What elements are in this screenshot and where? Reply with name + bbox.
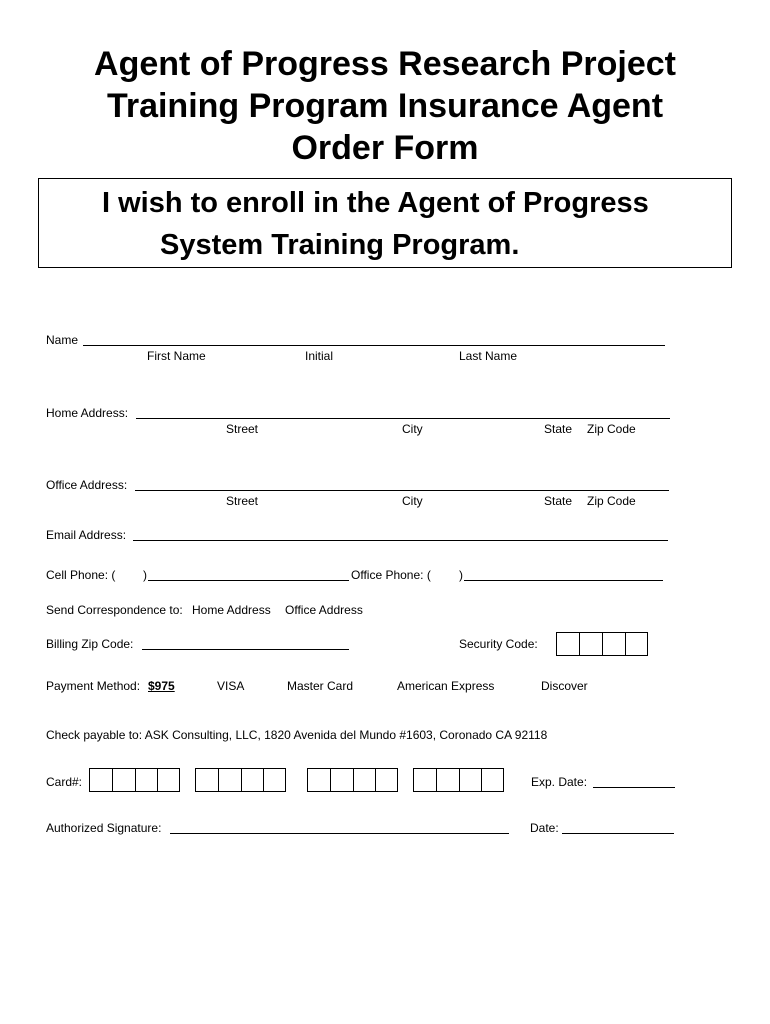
correspondence-office-option[interactable]: Office Address <box>285 603 363 617</box>
office-phone-input-line[interactable] <box>464 580 663 581</box>
title-line-3: Order Form <box>291 129 479 167</box>
card-digit-divider <box>436 769 437 791</box>
card-digit-divider <box>375 769 376 791</box>
card-digit-divider <box>263 769 264 791</box>
email-input-line[interactable] <box>133 540 668 541</box>
last-name-caption: Last Name <box>459 349 518 363</box>
card-digit-divider <box>157 769 158 791</box>
card-number-group-1[interactable] <box>89 768 180 792</box>
signature-input-line[interactable] <box>170 833 509 834</box>
signature-date-label: Date: <box>530 821 559 835</box>
security-code-boxes[interactable] <box>556 632 648 656</box>
office-city-caption: City <box>402 494 423 508</box>
check-payable-text: Check payable to: ASK Consulting, LLC, 1820 Avenida del Mundo #1603, Coronado CA 92118 <box>46 728 548 742</box>
card-number-group-3[interactable] <box>307 768 398 792</box>
office-address-label: Office Address: <box>46 478 128 492</box>
card-digit-divider <box>135 769 136 791</box>
first-name-caption: First Name <box>147 349 206 363</box>
email-label: Email Address: <box>46 528 127 542</box>
security-code-divider <box>579 633 580 655</box>
card-number-group-2[interactable] <box>195 768 286 792</box>
payment-option-amex[interactable]: American Express <box>397 679 495 693</box>
office-phone-label: Office Phone: ( <box>351 568 431 582</box>
security-code-divider <box>625 633 626 655</box>
office-zip-caption: Zip Code <box>587 494 636 508</box>
page-title <box>0 43 770 169</box>
card-digit-divider <box>481 769 482 791</box>
office-phone-close-paren: ) <box>459 568 463 582</box>
home-address-label: Home Address: <box>46 406 129 420</box>
exp-date-label: Exp. Date: <box>531 775 588 789</box>
card-digit-divider <box>112 769 113 791</box>
office-address-input-line[interactable] <box>135 490 669 491</box>
signature-date-input-line[interactable] <box>562 833 674 834</box>
title-line-1: Agent of Progress Research Project <box>94 45 676 83</box>
payment-amount: $975 <box>148 679 175 693</box>
payment-option-discover[interactable]: Discover <box>541 679 588 693</box>
home-street-caption: Street <box>226 422 259 436</box>
correspondence-label: Send Correspondence to: <box>46 603 183 617</box>
home-city-caption: City <box>402 422 423 436</box>
name-label: Name <box>46 333 79 347</box>
exp-date-input-line[interactable] <box>593 787 675 788</box>
enroll-line-2: System Training Program. <box>160 229 520 261</box>
payment-method-label: Payment Method: <box>46 679 141 693</box>
payment-option-visa[interactable]: VISA <box>217 679 245 693</box>
title-line-2: Training Program Insurance Agent <box>106 87 664 125</box>
signature-label: Authorized Signature: <box>46 821 162 835</box>
card-number-label: Card#: <box>46 775 83 789</box>
home-state-caption: State <box>544 422 573 436</box>
card-digit-divider <box>330 769 331 791</box>
payment-option-mastercard[interactable]: Master Card <box>287 679 354 693</box>
card-digit-divider <box>353 769 354 791</box>
billing-zip-label: Billing Zip Code: <box>46 637 134 651</box>
name-input-line[interactable] <box>83 345 665 346</box>
home-address-input-line[interactable] <box>136 418 670 419</box>
billing-zip-input-line[interactable] <box>142 649 349 650</box>
initial-caption: Initial <box>305 349 334 363</box>
card-number-group-4[interactable] <box>413 768 504 792</box>
cell-phone-label: Cell Phone: ( <box>46 568 116 582</box>
card-digit-divider <box>241 769 242 791</box>
home-zip-caption: Zip Code <box>587 422 636 436</box>
enroll-line-1: I wish to enroll in the Agent of Progress <box>102 187 649 219</box>
cell-phone-input-line[interactable] <box>148 580 349 581</box>
office-street-caption: Street <box>226 494 259 508</box>
card-digit-divider <box>218 769 219 791</box>
office-state-caption: State <box>544 494 573 508</box>
security-code-divider <box>602 633 603 655</box>
correspondence-home-option[interactable]: Home Address <box>192 603 271 617</box>
security-code-label: Security Code: <box>459 637 538 651</box>
card-digit-divider <box>459 769 460 791</box>
cell-phone-close-paren: ) <box>143 568 147 582</box>
